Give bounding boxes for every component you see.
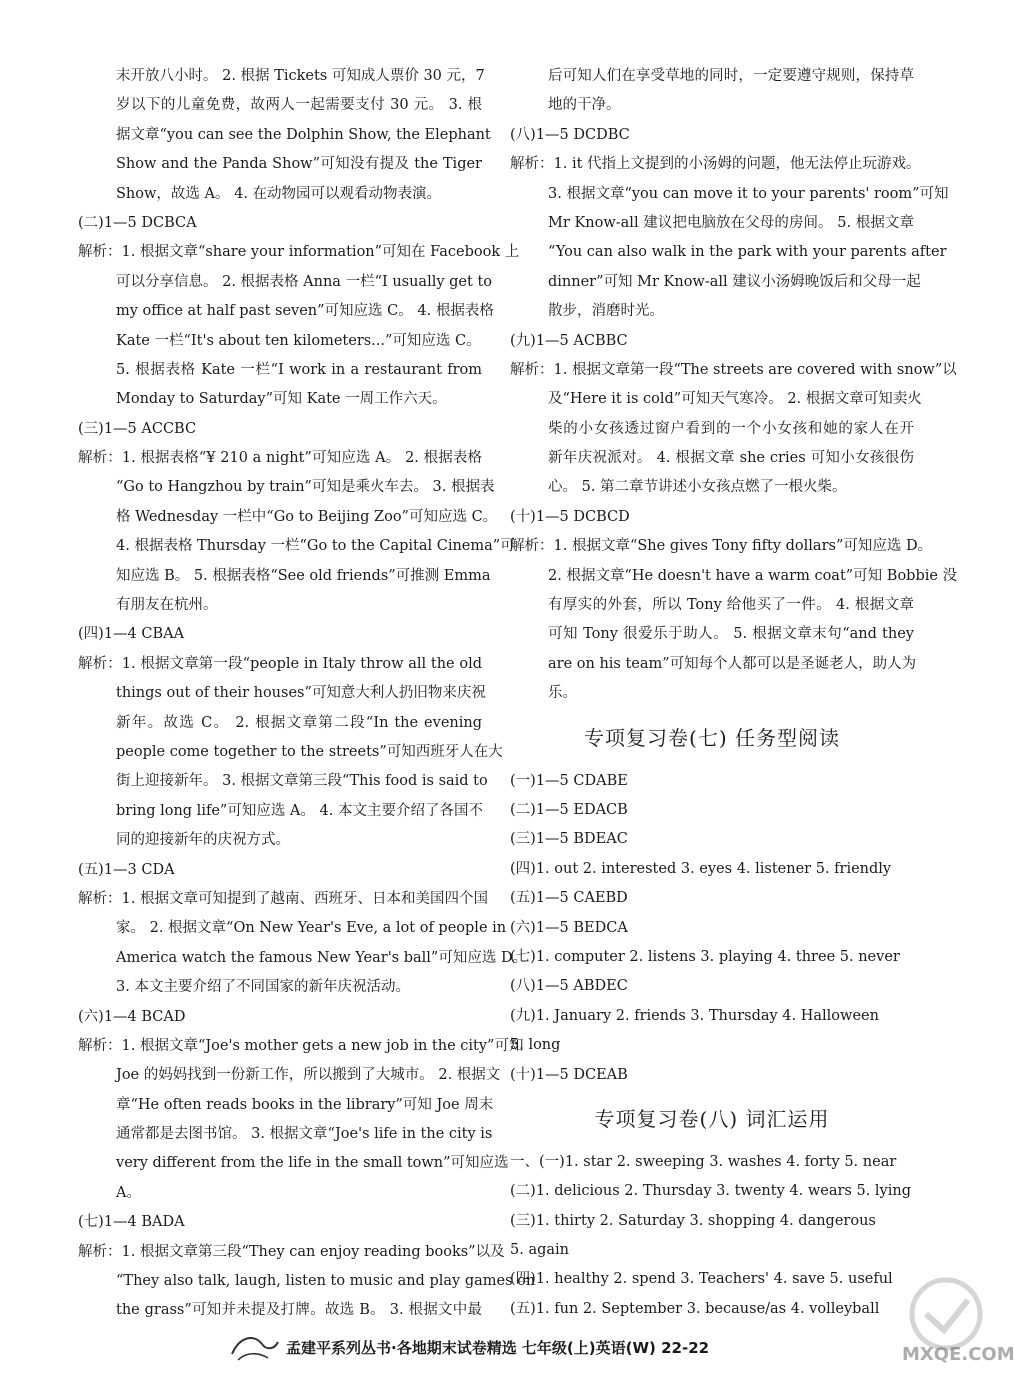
answer-line: A。 [116,1184,141,1201]
answer-line: 解析：1. 根据文章可知提到了越南、西班牙、日本和美国四个国 [78,890,488,907]
answer-line: (九)1—5 ACBBC [510,332,628,349]
answer-line: the grass”可知并未提及打牌。故选 B。 3. 根据文中最 [116,1302,482,1319]
answer-line: Show and the Panda Show”可知没有提及 the Tiger [116,156,482,173]
answer-line: 街上迎接新年。 3. 根据文章第三段“This food is said to [116,773,488,790]
answer-line: 解析：1. 根据文章“Joe's mother gets a new job in the city”可知 [78,1037,524,1054]
answer-line: 解析：1. it 代指上文提到的小汤姆的问题，他无法停止玩游戏。 [510,156,921,173]
answer-line: “You can also walk in the park with your parents after [548,244,947,261]
right-column-answers [510,62,958,709]
answer-line: 解析：1. 根据文章“She gives Tony fifty dollars”可知应选 D。 [510,538,933,555]
answer-line: 章“He often reads books in the library”可知 Joe 周末 [116,1096,494,1113]
answer-line: 3. 根据文章“you can move it to your parents' room”可知 [548,185,949,202]
answer-line: 解析：1. 根据文章第一段“people in Italy throw all the old [78,655,482,672]
watermark-text: MXQE.COM [902,1344,1015,1365]
answer-line: 岁以下的儿童免费，故两人一起需要支付 30 元。 3. 根 [116,97,482,114]
answer-line: (七)1. computer 2. listens 3. playing 4. three 5. never [510,948,900,965]
answer-line: Joe 的妈妈找到一份新工作，所以搬到了大城市。 2. 根据文 [116,1067,501,1084]
series-logo-icon [228,1330,280,1364]
answer-line: 2. 根据文章“He doesn't have a warm coat”可知 Bobbie 没 [548,567,958,584]
section-7-title: 专项复习卷(七) 任务型阅读 [584,725,840,750]
answer-line: 3. 本文主要介绍了不同国家的新年庆祝活动。 [116,979,410,996]
answer-line: (三)1. thirty 2. Saturday 3. shopping 4. dangerous [510,1212,876,1229]
answer-line: people come together to the streets”可知西班牙人在大 [116,743,503,760]
answer-line: (九)1. January 2. friends 3. Thursday 4. Halloween [510,1007,879,1024]
answer-line: 新年庆祝派对。 4. 根据文章 she cries 可知小女孩很伤 [548,450,914,467]
answer-line: (七)1—4 BADA [78,1214,185,1231]
answer-line: (六)1—4 BCAD [78,1008,186,1025]
answer-line: 知应选 B。 5. 根据表格“See old friends”可推测 Emma [116,567,491,584]
answer-line: (二)1—5 DCBCA [78,214,197,231]
answer-line: 家。 2. 根据文章“On New Year's Eve, a lot of people in [116,920,507,937]
answer-line: 解析：1. 根据表格“¥ 210 a night”可知应选 A。 2. 根据表格 [78,450,482,467]
answer-line: (二)1—5 EDACB [510,801,628,818]
section-7-answers [510,767,914,1090]
answer-line: 可以分享信息。 2. 根据表格 Anna 一栏“I usually get to [116,273,493,290]
answer-line: (五)1—3 CDA [78,861,175,878]
answer-line: (六)1—5 BEDCA [510,919,628,936]
answer-line: very different from the life in the small town”可知应选 [116,1155,509,1172]
answer-line: “They also talk, laugh, listen to music and play games on [116,1273,536,1290]
answer-line: “Go to Hangzhou by train”可知是乘火车去。 3. 根据表 [116,479,495,496]
answer-line: 格 Wednesday 一栏中“Go to Beijing Zoo”可知应选 C。 [116,508,498,525]
answer-line: America watch the famous New Year's ball”可知应选 D。 [116,949,528,966]
answer-line: Monday to Saturday”可知 Kate 一周工作六天。 [116,391,447,408]
answer-line: are on his team”可知每个人都可以是圣诞老人，助人为 [548,655,917,672]
answer-line: 散步，消磨时光。 [548,303,664,320]
answer-line: (四)1. healthy 2. spend 3. Teachers' 4. save 5. useful [510,1271,893,1288]
answer-line: 心。 5. 第二章节讲述小女孩点燃了一根火柴。 [548,479,847,496]
answer-line: 5. again [510,1242,569,1259]
answer-line: dinner”可知 Mr Know-all 建议小汤姆晚饭后和父母一起 [548,273,921,290]
answer-line: 5. long [510,1037,561,1054]
answer-line: 通常都是去图书馆。 3. 根据文章“Joe's life in the city is [116,1126,493,1143]
answer-line: 一、(一)1. star 2. sweeping 3. washes 4. forty 5. near [510,1153,897,1170]
answer-line: 解析：1. 根据文章第一段“The streets are covered with snow”以 [510,361,957,378]
answer-line: Show，故选 A。 4. 在动物园可以观看动物表演。 [116,185,442,202]
answer-line: 后可知人们在享受草地的同时，一定要遵守规则，保持草 [548,68,914,84]
answer-line: 据文章“you can see the Dolphin Show, the Elephant [116,126,491,143]
answer-line: 解析：1. 根据文章第三段“They can enjoy reading books”以及 [78,1243,505,1260]
answer-line: 新年。故选 C。 2. 根据文章第二段“In the evening [116,714,482,731]
answer-line: (四)1—4 CBAA [78,626,185,643]
answer-line: 乐。 [548,685,577,702]
answer-line: 末开放八小时。 2. 根据 Tickets 可知成人票价 30 元，7 [116,68,485,84]
right-column [510,62,958,1324]
answer-line: things out of their houses”可知意大利人扔旧物来庆祝 [116,685,486,702]
answer-line: (八)1—5 DCDBC [510,126,630,143]
answer-line: (四)1. out 2. interested 3. eyes 4. listener 5. friendly [510,860,892,877]
section-8-title: 专项复习卷(八) 词汇运用 [594,1106,830,1131]
section-8-answers [510,1148,914,1324]
answer-line: 可知 Tony 很爱乐于助人。 5. 根据文章末句“and they [548,626,914,643]
answer-line: (十)1—5 DCBCD [510,508,630,525]
answer-line: (五)1—5 CAEBD [510,890,628,907]
answer-line: 解析：1. 根据文章“share your information”可知在 Facebook 上 [78,244,520,261]
answer-line: Mr Know-all 建议把电脑放在父母的房间。 5. 根据文章 [548,214,914,231]
answer-line: (二)1. delicious 2. Thursday 3. twenty 4. wears 5. lying [510,1183,911,1200]
answer-line: (一)1—5 CDABE [510,772,628,789]
answer-line: 柴的小女孩透过窗户看到的一个小女孩和她的家人在开 [548,420,914,437]
answer-line: Kate 一栏“It's about ten kilometers...”可知应选 C。 [116,332,481,349]
answer-line: 有朋友在杭州。 [116,597,218,614]
answer-line: 有厚实的外套，所以 Tony 给他买了一件。 4. 根据文章 [548,597,914,614]
answer-line: (十)1—5 DCEAB [510,1066,628,1083]
page-footer: 孟建平系列丛书·各地期末试卷精选 七年级(上)英语(W) 22-22 [286,1339,710,1357]
answer-line: 同的迎接新年的庆祝方式。 [116,832,290,849]
answer-line: (五)1. fun 2. September 3. because/as 4. volleyball [510,1300,880,1317]
answer-line: 地的干净。 [548,97,621,114]
answer-line: 及“Here it is cold”可知天气寒冷。 2. 根据文章可知卖火 [548,391,922,408]
answer-line: (三)1—5 ACCBC [78,420,197,437]
answer-line: (八)1—5 ABDEC [510,978,628,995]
answer-line: my office at half past seven”可知应选 C。 4. 根据表格 [116,303,494,320]
answer-line: 5. 根据表格 Kate 一栏“I work in a restaurant from [116,361,482,378]
answer-line: bring long life”可知应选 A。 4. 本文主要介绍了各国不 [116,802,483,819]
answer-line: 4. 根据表格 Thursday 一栏“Go to the Capital Cinema”可 [116,538,515,555]
answer-line: (三)1—5 BDEAC [510,831,628,848]
